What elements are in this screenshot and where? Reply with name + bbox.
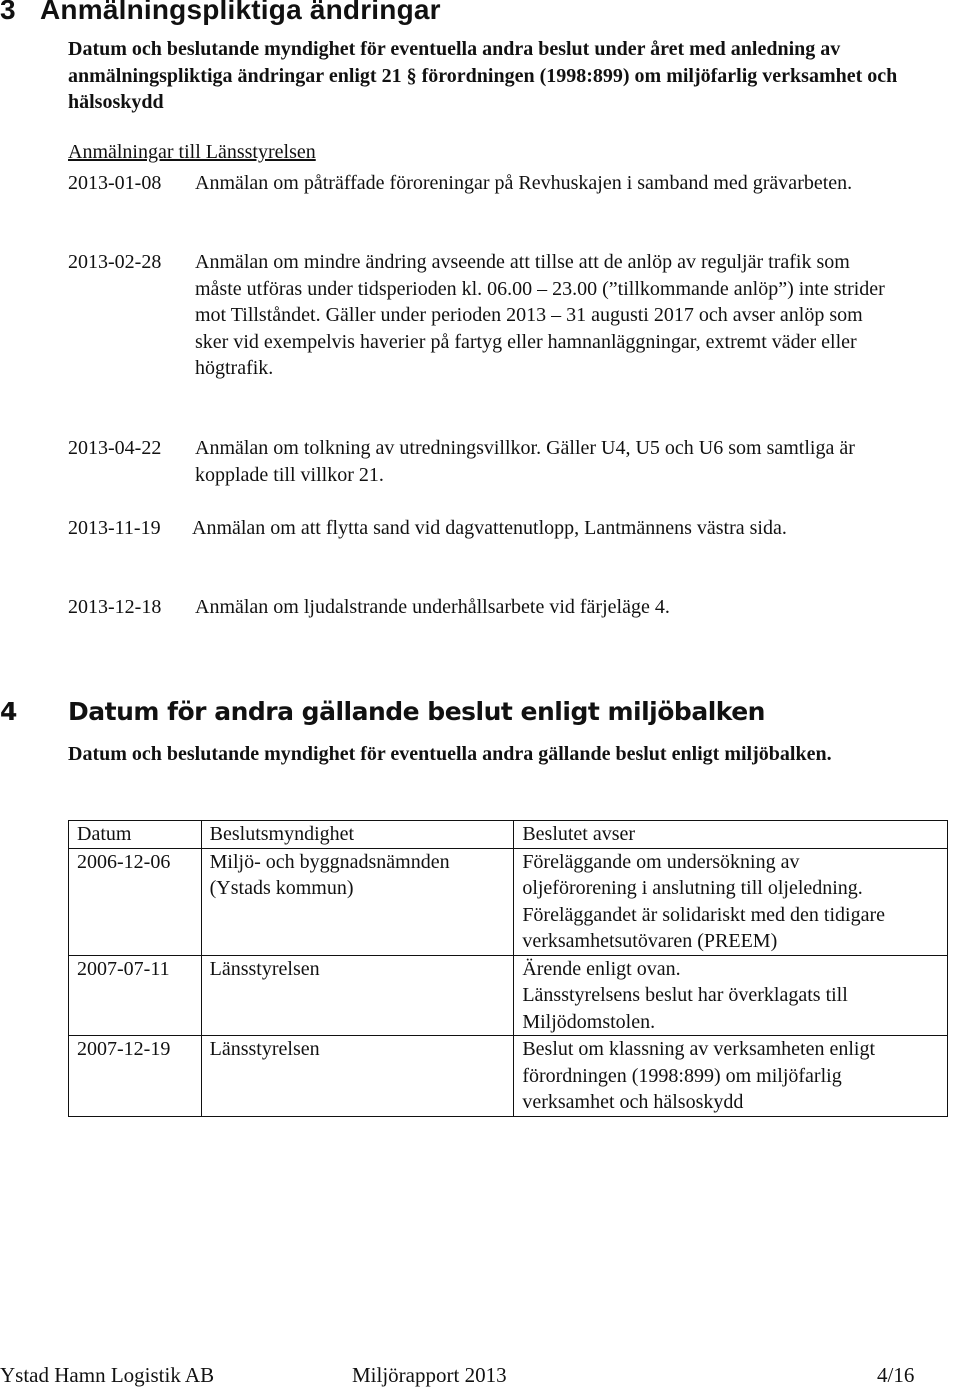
section-3-subheading: Anmälningar till Länsstyrelsen [68, 141, 316, 163]
row-date: 2007-12-19 [69, 1036, 202, 1117]
decisions-table [68, 820, 948, 1117]
subject-line: Länsstyrelsens beslut har överklagats till [522, 984, 848, 1006]
subject-line: Föreläggandet är solidariskt med den tidigare [522, 903, 885, 926]
section-3-number: 3 [0, 0, 16, 25]
table-row [69, 955, 948, 1036]
section-3-heading [0, 0, 441, 26]
footer-report: Miljörapport 2013 [352, 1363, 507, 1387]
entry-date: 2013-04-22 [68, 437, 162, 459]
authority-line: Länsstyrelsen [209, 957, 320, 980]
subject-line: verksamhetsutövaren (PREEM) [522, 930, 778, 952]
entry-text: Anmälan om att flytta sand vid dagvattenutlopp, Lantmännens västra sida. [192, 517, 787, 539]
section-3-title: Anmälningspliktiga ändringar [40, 0, 441, 25]
row-authority [201, 848, 514, 955]
entry-date: 2013-12-18 [68, 596, 162, 618]
footer-page-number: 4/16 [877, 1363, 915, 1387]
row-subject [514, 955, 948, 1036]
entry-date: 2013-01-08 [68, 172, 162, 194]
subject-line: Beslut om klassning av verksamheten enligt [522, 1038, 876, 1060]
section-4-number: 4 [0, 697, 17, 726]
subject-line: Ärende enligt ovan. [522, 957, 681, 980]
authority-line: Länsstyrelsen [209, 1038, 320, 1060]
row-authority [201, 1036, 514, 1117]
subject-line: Miljödomstolen. [522, 1010, 656, 1033]
row-subject [514, 1036, 948, 1117]
entry-date: 2013-11-19 [68, 517, 161, 539]
subject-line: oljeförorening i anslutning till oljeledning. [522, 877, 863, 899]
entry-text: Anmälan om mindre ändring avseende att tillse att de anlöp av reguljär trafik som måste utföras under tidsperioden kl. 06.00 – 23.00 (”tillkommande anlöp”) inte strider mot Tillståndet. Gäller under perioden 2013 – 31 augusti 2017 och avser anlöp som sker vid exempelvis haverier på fartyg eller hamnanläggningar, extremt väder eller högtrafik. [195, 251, 885, 379]
section-4-title: Datum för andra gällande beslut enligt miljöbalken [68, 697, 765, 726]
footer-company: Ystad Hamn Logistik AB [0, 1363, 215, 1387]
entry-text: Anmälan om påträffade föroreningar på Revhuskajen i samband med grävarbeten. [195, 172, 853, 194]
subject-line: Föreläggande om undersökning av [522, 850, 800, 873]
section-4-heading [0, 697, 765, 726]
entry-text: Anmälan om tolkning av utredningsvillkor. Gäller U4, U5 och U6 som samtliga är kopplade till villkor 21. [195, 437, 855, 486]
authority-line: Miljö- och byggnadsnämnden [209, 850, 450, 873]
row-subject [514, 848, 948, 955]
row-date: 2007-07-11 [69, 955, 202, 1036]
authority-line: (Ystads kommun) [209, 877, 354, 899]
entry-date: 2013-02-28 [68, 251, 162, 273]
section-3-intro: Datum och beslutande myndighet för eventuella andra beslut under året med anledning av anmälningspliktiga ändringar enligt 21 § förordningen (1998:899) om miljöfarlig verksamhet och hälsoskydd [68, 38, 898, 113]
table-row [69, 1036, 948, 1117]
subject-line: förordningen (1998:899) om miljöfarlig [522, 1064, 842, 1087]
row-date: 2006-12-06 [69, 848, 202, 955]
section-4-intro: Datum och beslutande myndighet för eventuella andra gällande beslut enligt miljöbalken. [68, 743, 832, 765]
table-row [69, 848, 948, 955]
table-header-row [69, 821, 948, 849]
header-date: Datum [69, 821, 202, 849]
subject-line: verksamhet och hälsoskydd [522, 1091, 744, 1113]
entry-text: Anmälan om ljudalstrande underhållsarbete vid färjeläge 4. [195, 596, 670, 618]
header-subject: Beslutet avser [514, 821, 948, 849]
row-authority [201, 955, 514, 1036]
header-authority: Beslutsmyndighet [201, 821, 514, 849]
